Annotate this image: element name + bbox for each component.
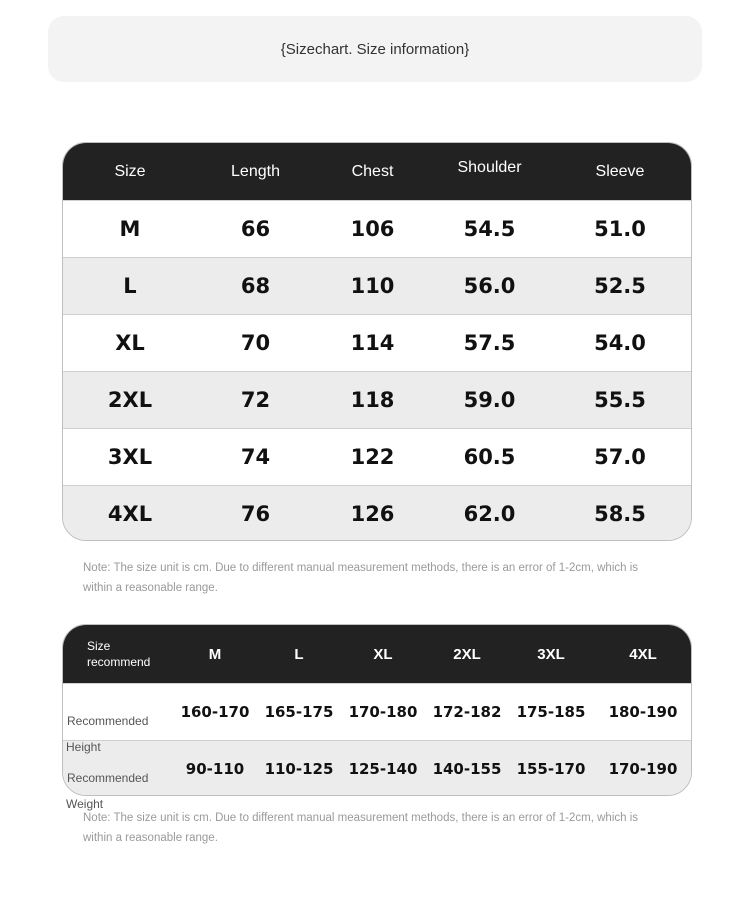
recommend-corner-label <box>63 638 173 670</box>
cell-sleeve: 57.0 <box>594 445 646 469</box>
cell-length: 72 <box>240 388 271 412</box>
table-row <box>63 428 691 485</box>
row-label: Recommended <box>67 714 149 728</box>
size-chart-header <box>63 143 691 200</box>
cell-length: 66 <box>240 217 271 241</box>
cell-value: 180-190 <box>608 703 678 721</box>
cell-size: M <box>119 217 141 241</box>
cell-size: XL <box>115 331 145 355</box>
header-size: XL <box>373 645 393 663</box>
cell-shoulder: 57.5 <box>463 331 516 355</box>
corner-line: Size <box>87 639 111 653</box>
cell-shoulder: 54.5 <box>463 217 516 241</box>
header-shoulder: Shoulder <box>457 158 522 176</box>
measurement-note <box>83 808 683 848</box>
header-length: Length <box>231 162 280 180</box>
banner-title: {Sizechart. Size information} <box>280 40 470 58</box>
header-sleeve: Sleeve <box>595 162 645 180</box>
cell-shoulder: 56.0 <box>463 274 516 298</box>
cell-value: 172-182 <box>432 703 502 721</box>
cell-value: 160-170 <box>180 703 250 721</box>
cell-value: 125-140 <box>348 760 418 778</box>
header-size: M <box>208 645 222 663</box>
cell-length: 70 <box>240 331 271 355</box>
title-banner <box>48 16 702 82</box>
cell-chest: 122 <box>350 445 395 469</box>
cell-shoulder: 62.0 <box>463 502 516 526</box>
header-size: L <box>294 645 304 663</box>
row-label: Recommended <box>67 771 149 785</box>
size-chart-table <box>62 142 692 541</box>
table-row <box>63 371 691 428</box>
cell-size: 2XL <box>107 388 153 412</box>
cell-sleeve: 52.5 <box>594 274 646 298</box>
cell-chest: 118 <box>350 388 395 412</box>
measurement-note <box>83 558 683 598</box>
note-line: within a reasonable range. <box>83 582 218 594</box>
cell-sleeve: 58.5 <box>594 502 646 526</box>
note-line: Note: The size unit is cm. Due to different manual measurement methods, there is an error of 1-2cm, which is <box>83 562 639 574</box>
corner-line: recommend <box>87 655 151 669</box>
cell-sleeve: 55.5 <box>594 388 646 412</box>
cell-length: 74 <box>240 445 271 469</box>
row-label-overflow: Height <box>66 740 101 754</box>
cell-length: 76 <box>240 502 271 526</box>
note-line: Note: The size unit is cm. Due to different manual measurement methods, there is an error of 1-2cm, which is <box>83 812 639 824</box>
note-line: within a reasonable range. <box>83 832 218 844</box>
cell-value: 90-110 <box>185 760 245 778</box>
cell-size: L <box>123 274 137 298</box>
cell-value: 175-185 <box>516 703 586 721</box>
row-label-overflow: Weight <box>66 797 104 811</box>
table-row <box>63 683 691 740</box>
header-size: 3XL <box>537 645 565 663</box>
cell-size: 3XL <box>107 445 153 469</box>
cell-sleeve: 51.0 <box>594 217 646 241</box>
cell-size: 4XL <box>107 502 153 526</box>
cell-value: 110-125 <box>264 760 334 778</box>
recommend-header <box>63 625 691 683</box>
header-size: 2XL <box>453 645 481 663</box>
size-recommend-table <box>62 624 692 796</box>
cell-chest: 126 <box>350 502 395 526</box>
header-size: 4XL <box>629 645 657 663</box>
cell-chest: 114 <box>350 331 395 355</box>
cell-shoulder: 60.5 <box>463 445 516 469</box>
cell-shoulder: 59.0 <box>463 388 516 412</box>
table-row <box>63 485 691 541</box>
header-size: Size <box>114 162 146 180</box>
cell-value: 170-190 <box>608 760 678 778</box>
table-row <box>63 200 691 257</box>
table-row <box>63 257 691 314</box>
cell-sleeve: 54.0 <box>594 331 646 355</box>
cell-length: 68 <box>240 274 271 298</box>
header-chest: Chest <box>351 162 394 180</box>
cell-chest: 106 <box>350 217 395 241</box>
cell-value: 155-170 <box>516 760 586 778</box>
table-row <box>63 740 691 796</box>
table-row <box>63 314 691 371</box>
cell-value: 140-155 <box>432 760 502 778</box>
cell-value: 170-180 <box>348 703 418 721</box>
cell-chest: 110 <box>350 274 395 298</box>
cell-value: 165-175 <box>264 703 334 721</box>
